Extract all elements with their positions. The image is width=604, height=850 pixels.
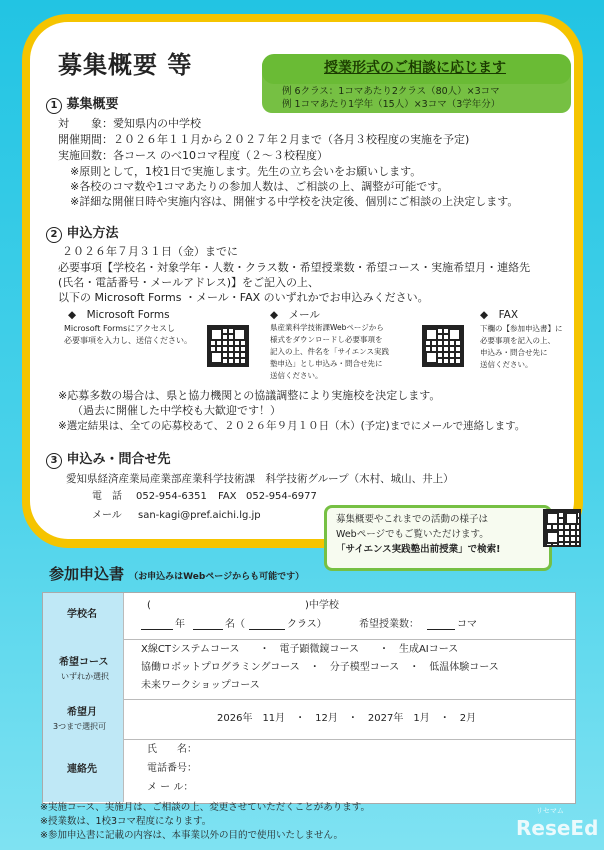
qr-code-mail[interactable] [422,325,464,367]
month-label-cell [43,699,124,739]
method-desc: 下欄の【参加申込書】に [480,324,563,333]
course-sub: いずれか選択 [61,672,109,681]
method-desc: 必要事項を記入の上、 [480,336,555,345]
course-label-cell [43,639,124,699]
form-subtitle: （お申込みはWebページからも可能です） [129,572,305,582]
section-number: 1 [46,98,62,114]
school-label-cell [43,593,124,639]
section-title: 募集概要 [66,97,119,112]
count-suffix: 名（ [225,619,245,630]
method-desc: Microsoft Formsにアクセスし [64,324,176,333]
month-label: 希望月 [67,707,97,718]
section-title: 申込方法 [66,226,119,241]
school-row [43,593,575,640]
class-field[interactable] [249,619,285,630]
method-desc: 様式をダウンロードし必要事項を [270,335,383,344]
fax-label: FAX [218,491,237,502]
note: ※原則として，1校1日で実施します。先生の立ち会いをお願いします。 [70,165,422,178]
section-3-heading [46,453,171,469]
footnote: ※実施コース、実施月は、ご相談の上、変更させていただくことがあります。 [40,802,371,813]
requirements: 以下の Microsoft Forms ・メール・FAX のいずれかでお申込みください。 [58,291,429,304]
lessons-suffix: コマ [457,619,477,630]
section-title: 申込み・問合せ先 [66,452,171,467]
school-name-field[interactable] [157,599,305,613]
course-options[interactable]: 未来ワークショップコース [141,680,260,691]
lessons-label: 希望授業数： [359,619,419,630]
consult-example-2: 例 1コマあたり1学年（15人）×3コマ（3学年分） [282,99,501,110]
course-label: 希望コース [59,657,109,668]
requirements: 必要事項【学校名・対象学年・人数・クラス数・希望授業数・希望コース・実施希望月・連絡先 [58,261,531,274]
period: 開催期間：２０２６年１１月から２０２７年２月まで（各月３校程度の実施を予定) [58,133,470,146]
grade-field[interactable] [141,619,173,630]
month-options[interactable]: 2026年 11月 ・ 12月 ・ 2027年 1月 ・ 2月 [217,713,477,724]
selection-note: （過去に開催した中学校も大歓迎です！） [72,404,281,417]
contact-tel-label: 電話番号： [147,763,197,774]
mail-address[interactable]: san-kagi@pref.aichi.lg.jp [138,510,261,521]
course-row [43,639,575,700]
contact-label-cell [43,739,124,802]
school-open-paren: ( [147,600,151,611]
contact-row [43,739,575,802]
course-options[interactable]: X線CTシステムコース ・ 電子顕微鏡コース ・ 生成AIコース [141,644,459,655]
requirements: (氏名・電話番号・メールアドレス)】をご記入の上、 [58,276,320,289]
footnote: ※授業数は、1校3コマ程度になります。 [40,816,212,827]
info-line: Webページでもご覧いただけます。 [336,529,489,540]
watermark-logo: ReseEd [516,816,599,840]
method-title-mail: ◆ メール [270,309,320,321]
fax-number: 052-954-6977 [246,491,317,502]
count-field[interactable] [193,619,223,630]
contact-label: 連絡先 [67,764,97,775]
course-options[interactable]: 協働ロボットプログラミングコース ・ 分子模型コース ・ 低温体験コース [141,662,499,673]
method-title-fax: ◆ FAX [480,309,519,321]
result-note: ※選定結果は、全ての応募校あて、２０２６年９月１０日（木）(予定)までにメールで連絡します。 [58,420,526,432]
method-desc: 県産業科学技術課Webページから [270,323,384,332]
school-label: 学校名 [67,609,97,620]
times: 実施回数：各コース のべ10コマ程度（２～３校程度） [58,149,328,162]
method-desc: 必要事項を入力し、送信ください。 [64,336,192,345]
target: 対 象：愛知県内の中学校 [58,117,201,130]
note: ※各校のコマ数や1コマあたりの参加人数は、ご相談の上、調整が可能です。 [70,180,449,193]
consult-title: 授業形式のご相談に応じます [324,60,506,76]
section-number: 2 [46,227,62,243]
form-title-text: 参加申込書 [49,565,125,583]
class-suffix: クラス） [287,619,327,630]
method-desc: 送信ください。 [270,371,323,380]
page-title: 募集概要 等 [58,51,193,79]
year-suffix: 年 [175,619,185,630]
method-desc: 送信ください。 [480,360,533,369]
mail-label: メール [92,510,122,521]
month-row [43,699,575,740]
qr-code-web[interactable] [543,509,581,547]
deadline: ２０２６年７月３１日（金）までに [62,245,238,258]
month-sub: 3つまで選択可 [53,722,107,731]
section-1-heading [46,98,119,114]
contact-name-label: 氏 名： [147,744,197,755]
tel-label: 電 話 [92,491,122,502]
section-number: 3 [46,453,62,469]
selection-note: ※応募多数の場合は、県と協力機関との協議調整により実施校を決定します。 [58,389,441,402]
method-title-forms: ◆ Microsoft Forms [68,309,170,321]
method-desc: 記入の上、件名を「サイエンス実践 [270,347,389,356]
note: ※詳細な開催日時や実施内容は、開催する中学校を決定後、個別にご相談の上決定します。 [70,195,519,208]
method-desc: 申込み・問合せ先に [480,348,548,357]
contact-mail-label: メ ー ル： [147,782,194,793]
footnote: ※参加申込書に記載の内容は、本事業以外の目的で使用いたしません。 [40,830,344,841]
qr-code-forms[interactable] [207,325,249,367]
school-suffix: )中学校 [305,600,339,611]
contact-org: 愛知県経済産業局産業部産業科学技術課 科学技術グループ（木村、城山、井上） [66,473,454,485]
form-title [49,566,304,582]
info-search: 「サイエンス実践塾出前授業」で検索! [336,544,501,555]
lessons-field[interactable] [427,619,455,630]
section-2-heading [46,227,119,243]
method-desc: 塾申込」とし申込み・問合せ先に [270,359,383,368]
application-form [42,592,576,804]
tel-number: 052-954-6351 [136,491,207,502]
info-line: 募集概要やこれまでの活動の様子は [336,514,489,525]
consult-example-1: 例 6クラス：1コマあたり2クラス（80人）×3コマ [282,86,500,97]
watermark-small: リセマム [536,807,564,815]
